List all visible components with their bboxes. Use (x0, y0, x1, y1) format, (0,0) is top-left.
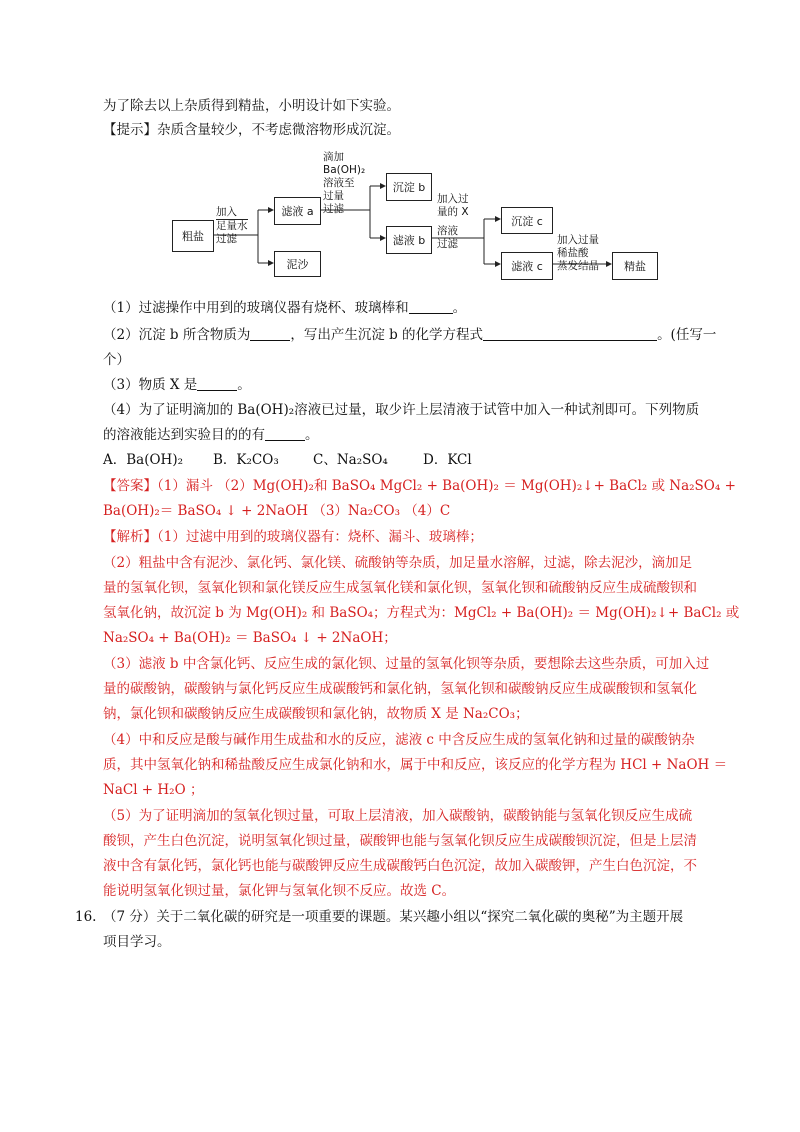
step1-label: 加入 足量水 过滤 (216, 206, 248, 245)
filtrate-c-box: 滤液 c (501, 252, 553, 280)
analysis-p4-line: 质，其中氢氧化钠和稀盐酸反应生成氯化钠和水，属于中和反应，该反应的化学方程为 HCl + NaOH ＝ (103, 757, 728, 773)
step2-label: 滴加 Ba(OH)₂ 溶液至 过量 过滤 (323, 151, 366, 215)
option-a: A．Ba(OH)₂ (103, 452, 184, 468)
question-16-number: 16. (75, 909, 97, 925)
answer-label: 【答案】 (103, 478, 157, 494)
filtrate-b-box: 滤液 b (386, 226, 432, 254)
question-2: （2）沉淀 b 所含物质为 ，写出产生沉淀 b 的化学方程式 。(任写一 (103, 327, 717, 343)
question-16-line-1: （7 分）关于二氧化碳的研究是一项重要的课题。某兴趣小组以“探究二氧化碳的奥秘”为主题开展 (103, 909, 684, 925)
answer-blank (197, 376, 237, 391)
sediment-box: 泥沙 (274, 251, 321, 277)
precipitate-c-box: 沉淀 c (501, 207, 553, 234)
analysis-p5-line: 能说明氢氧化钡过量，氯化钾与氢氧化钡不反应。故选 C。 (103, 883, 456, 899)
analysis-p2-line: 氢氧化钠，故沉淀 b 为 Mg(OH)₂ 和 BaSO₄；方程式为：MgCl₂ + Ba(OH)₂ ＝ Mg(OH)₂↓+ BaCl₂ 或 (103, 605, 740, 621)
analysis-p5-line: 酸钡，产生白色沉淀，说明氢氧化钡过量，碳酸钾也能与氢氧化钡反应生成碳酸钡沉淀，但是上层清 (103, 833, 697, 849)
answer-blank (250, 326, 290, 341)
question-2-cont: 个） (103, 352, 130, 368)
analysis-p2-line: （2）粗盐中含有泥沙、氯化钙、氯化镁、硫酸钠等杂质，加足量水溶解，过滤，除去泥沙，滴加足 (103, 555, 693, 571)
flowchart-lines (0, 0, 800, 300)
intro-text: 为了除去以上杂质得到精盐，小明设计如下实验。 (103, 98, 400, 114)
precipitate-b-box: 沉淀 b (386, 173, 432, 201)
analysis-p3-line: （3）滤液 b 中含氯化钙、反应生成的氯化钡、过量的氢氧化钡等杂质，要想除去这些杂质，可加入过 (103, 656, 710, 672)
analysis-p2-line: 量的氢氧化钡，氢氧化钡和氯化镁反应生成氢氧化镁和氯化钡，氢氧化钡和硫酸钠反应生成硫酸钡和 (103, 580, 697, 596)
answer-line-2: Ba(OH)₂＝ BaSO₄ ↓ + 2NaOH （3）Na₂CO₃ （4）C (103, 503, 451, 519)
options-row (103, 450, 472, 470)
option-c: C、Na₂SO₄ (313, 452, 388, 468)
question-3: （3）物质 X 是 。 (103, 377, 251, 393)
analysis-p4-line: NaCl + H₂O ； (103, 782, 204, 798)
option-b: B．K₂CO₃ (213, 452, 279, 468)
question-4: （4）为了证明滴加的 Ba(OH)₂溶液已过量，取少许上层清液于试管中加入一种试剂即可。下列物质 (103, 402, 700, 418)
filtrate-a-box: 滤液 a (274, 197, 321, 225)
analysis-p5-line: （5）为了证明滴加的氢氧化钡过量，可取上层清液，加入碳酸钠，碳酸钠能与氢氧化钡反应生成硫 (103, 808, 693, 824)
crude-salt-box: 粗盐 (172, 220, 214, 252)
analysis-p4-line: （4）中和反应是酸与碱作用生成盐和水的反应，滤液 c 中含反应生成的氢氧化钠和过量的碳酸钠杂 (103, 732, 695, 748)
step4-label: 加入过量 稀盐酸 蒸发结晶 (557, 234, 599, 272)
answer-line-1: 【答案】（1）漏斗 （2）Mg(OH)₂和 BaSO₄ MgCl₂ + Ba(OH)₂ ＝ Mg(OH)₂↓+ BaCl₂ 或 Na₂SO₄ + (103, 478, 736, 494)
analysis-label: 【解析】 (103, 529, 157, 545)
refined-salt-box: 精盐 (612, 252, 658, 280)
option-d: D．KCl (423, 452, 472, 468)
analysis-p2-line: Na₂SO₄ + Ba(OH)₂ ＝ BaSO₄ ↓ + 2NaOH； (103, 630, 397, 646)
question-4-cont: 的溶液能达到实验目的的有 。 (103, 427, 319, 443)
tip-text: 【提示】杂质含量较少，不考虑微溶物形成沉淀。 (103, 122, 400, 138)
analysis-p3-line: 量的碳酸钠，碳酸钠与氯化钙反应生成碳酸钙和氯化钠，氢氧化钡和碳酸钠反应生成碳酸钡和氢氧化 (103, 681, 697, 697)
answer-blank (265, 426, 305, 441)
question-16-line-2: 项目学习。 (103, 934, 171, 950)
step3-label: 加入过 量的 X 溶液 过滤 (437, 193, 469, 250)
analysis-p5-line: 液中含有氯化钙，氯化钙也能与碳酸钾反应生成碳酸钙白色沉淀，故加入碳酸钾，产生白色沉淀，不 (103, 858, 697, 874)
answer-blank (409, 299, 453, 314)
analysis-p3-line: 钠，氯化钡和碳酸钠反应生成碳酸钡和氯化钠，故物质 X 是 Na₂CO₃； (103, 706, 529, 722)
analysis-line-1: 【解析】（1）过滤中用到的玻璃仪器有：烧杯、漏斗、玻璃棒； (103, 529, 483, 545)
question-1: （1）过滤操作中用到的玻璃仪器有烧杯、玻璃棒和 。 (103, 300, 467, 316)
answer-blank (483, 326, 657, 341)
